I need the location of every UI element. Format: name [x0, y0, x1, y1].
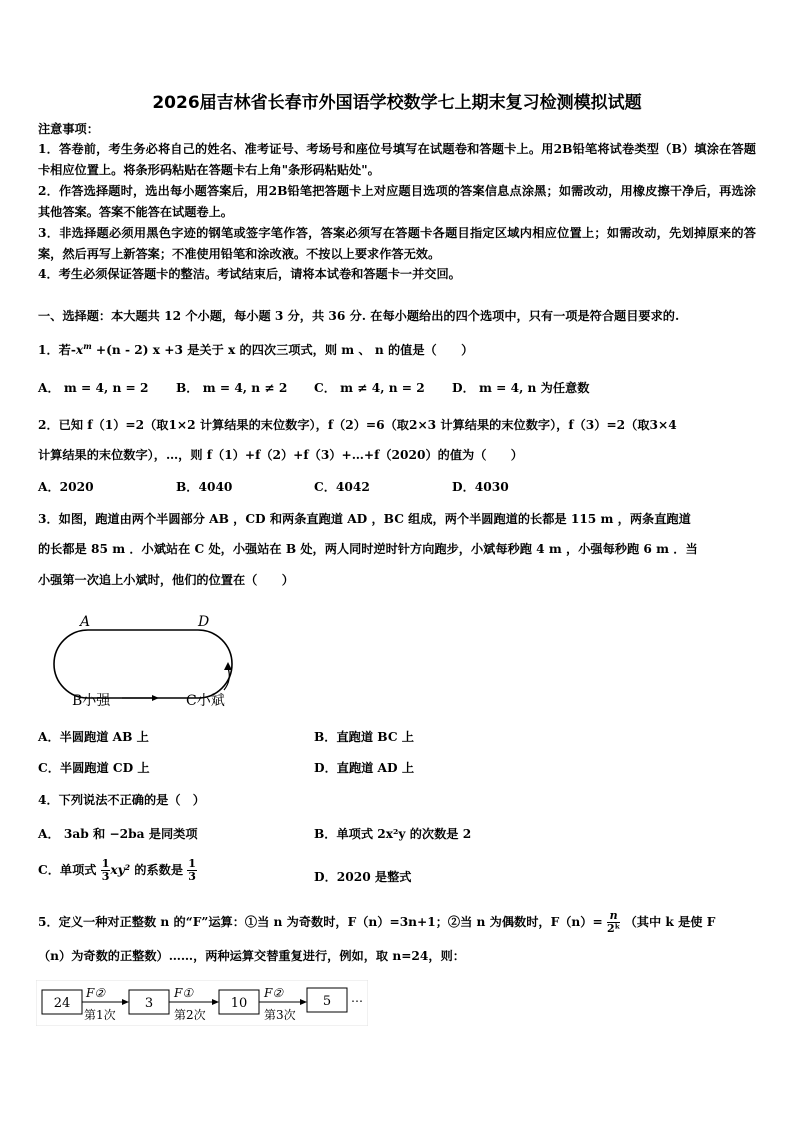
- flow-op-2: F①: [174, 986, 194, 1000]
- q1-option-b: B． m = 4, n ≠ 2: [176, 381, 288, 395]
- q1-option-a: A． m = 4, n = 2: [38, 381, 149, 395]
- q5-fraction: $\frac{n}{\text{2ᵏ}}$: [606, 909, 621, 935]
- q2-option-a: A．2020: [38, 480, 94, 494]
- flow-op-1: F②: [86, 986, 106, 1000]
- q4-option-b: B．单项式 2x²y 的次数是 2: [314, 827, 472, 841]
- page-title: 2026届吉林省长春市外国语学校数学七上期末复习检测模拟试题: [152, 93, 642, 113]
- flow-box-2-value: 3: [144, 996, 154, 1011]
- q1-stem-var: x: [75, 343, 84, 358]
- track-figure: [52, 610, 252, 715]
- flow-step-3: 第3次: [264, 1008, 296, 1022]
- notice-item-3: 3．非选择题必须用黑色字迹的钢笔或签字笔作答，答案必须写在答题卡各题目指定区域内相应位置上；如需改动，先划掉原来的答案，然后再写上新答案；不准使用铅笔和涂改液。不按以上要求作答无效。: [38, 226, 756, 261]
- section-heading: 一、选择题：本大题共 12 个小题，每小题 3 分，共 36 分. 在每小题给出的四个选项中，只有一项是符合题目要求的.: [38, 309, 680, 323]
- arrow-xiaobin: [224, 668, 229, 690]
- q2-line-1: 2．已知 f（1）=2（取1×2 计算结果的末位数字），f（2）=6（取2×3 计算结果的末位数字），f（3）=2（取3×4: [38, 418, 677, 432]
- q1-stem-a: 1．若-: [38, 343, 76, 358]
- flow-diagram: [36, 980, 368, 1026]
- q5-line-2: （n）为奇数的正整数）……，两种运算交替重复进行，例如，取 n=24，则：: [38, 949, 465, 963]
- flow-arrow-2-head: [212, 999, 219, 1005]
- track-outline: [54, 630, 232, 698]
- q3-option-b: B．直跑道 BC 上: [314, 730, 414, 744]
- q3-option-a: A．半圆跑道 AB 上: [38, 730, 149, 744]
- notice-item-1: 1．答卷前，考生务必将自己的姓名、准考证号、考场号和座位号填写在试题卷和答题卡上。用2B铅笔将试卷类型（B）填涂在答题卡相应位置上。将条形码粘贴在答题卡右上角"条形码粘贴处"。: [38, 142, 756, 177]
- flow-arrow-1-head: [122, 999, 129, 1005]
- flow-op-3: F②: [264, 986, 284, 1000]
- notice-item-4: 4．考生必须保证答题卡的整洁。考试结束后，请将本试卷和答题卡一并交回。: [38, 267, 461, 281]
- q4-c-mid: 的系数是: [134, 863, 184, 877]
- flow-step-2: 第2次: [174, 1008, 206, 1022]
- q4-option-c: [38, 858, 197, 883]
- q1-option-d: D． m = 4, n 为任意数: [452, 381, 590, 395]
- q2-option-c: C．4042: [314, 480, 370, 494]
- label-b: B小强: [72, 693, 111, 709]
- flow-box-3-value: 10: [230, 996, 248, 1011]
- q4-c-coef: $\frac{1}{3}$: [188, 857, 196, 883]
- label-d: D: [198, 614, 210, 630]
- label-c: C小斌: [186, 693, 225, 709]
- q4-c-pre: C．单项式: [38, 863, 97, 877]
- q3-line-2: 的长都是 85 m ．小斌站在 C 处，小强站在 B 处，两人同时逆时针方向跑步，小斌每秒跑 4 m ，小强每秒跑 6 m ．当: [38, 542, 698, 556]
- q4-option-a: A． 3ab 和 −2ba 是同类项: [38, 827, 198, 841]
- q5-line-1a: 5．定义一种对正整数 n 的“F”运算：①当 n 为奇数时，F（n）=3n+1；②当 n 为偶数时，F（n）=: [38, 915, 603, 929]
- notice-heading: 注意事项：: [38, 122, 99, 136]
- q2-option-b: B．4040: [176, 480, 233, 494]
- arrow-head-xiaoqiang: [152, 695, 159, 701]
- q1-stem-rest: +(n - 2) x +3 是关于 x 的四次三项式，则 m 、 n 的值是（ ）: [91, 343, 474, 358]
- flow-ellipsis: …: [351, 991, 363, 1005]
- q3-option-d: D．直跑道 AD 上: [314, 761, 415, 775]
- q3-line-3: 小强第一次追上小斌时，他们的位置在（ ）: [38, 573, 294, 587]
- q3-option-c: C．半圆跑道 CD 上: [38, 761, 150, 775]
- flow-box-1-value: 24: [53, 996, 71, 1011]
- q2-line-2: 计算结果的末位数字），…，则 f（1）+f（2）+f（3）+…+f（2020）的值为（ ）: [38, 448, 523, 462]
- q4-c-var: xy²: [110, 863, 131, 877]
- q5-line-1: [38, 910, 715, 935]
- q5-line-1b: （其中 k 是使 F: [624, 915, 716, 929]
- q4-stem: 4．下列说法不正确的是（ ）: [38, 793, 205, 807]
- q4-option-d: D．2020 是整式: [314, 870, 412, 884]
- q1-option-c: C． m ≠ 4, n = 2: [314, 381, 425, 395]
- q2-option-d: D．4030: [452, 480, 509, 494]
- flow-arrow-3-head: [300, 999, 307, 1005]
- q1-stem-exp: m: [83, 341, 92, 351]
- label-a: A: [80, 614, 91, 630]
- flow-box-4-value: 5: [322, 994, 332, 1009]
- question-1-stem: [38, 338, 473, 358]
- flow-step-1: 第1次: [84, 1008, 116, 1022]
- notice-item-2: 2．作答选择题时，选出每小题答案后，用2B铅笔把答题卡上对应题目选项的答案信息点涂黑；如需改动，用橡皮擦干净后，再选涂其他答案。答案不能答在试题卷上。: [38, 184, 756, 219]
- q3-line-1: 3．如图，跑道由两个半圆部分 AB ，CD 和两条直跑道 AD ，BC 组成，两个半圆跑道的长都是 115 m ，两条直跑道: [38, 512, 691, 526]
- q4-c-fraction: $\frac{1}{3}$: [101, 857, 110, 883]
- arrow-head-xiaobin: [224, 662, 232, 670]
